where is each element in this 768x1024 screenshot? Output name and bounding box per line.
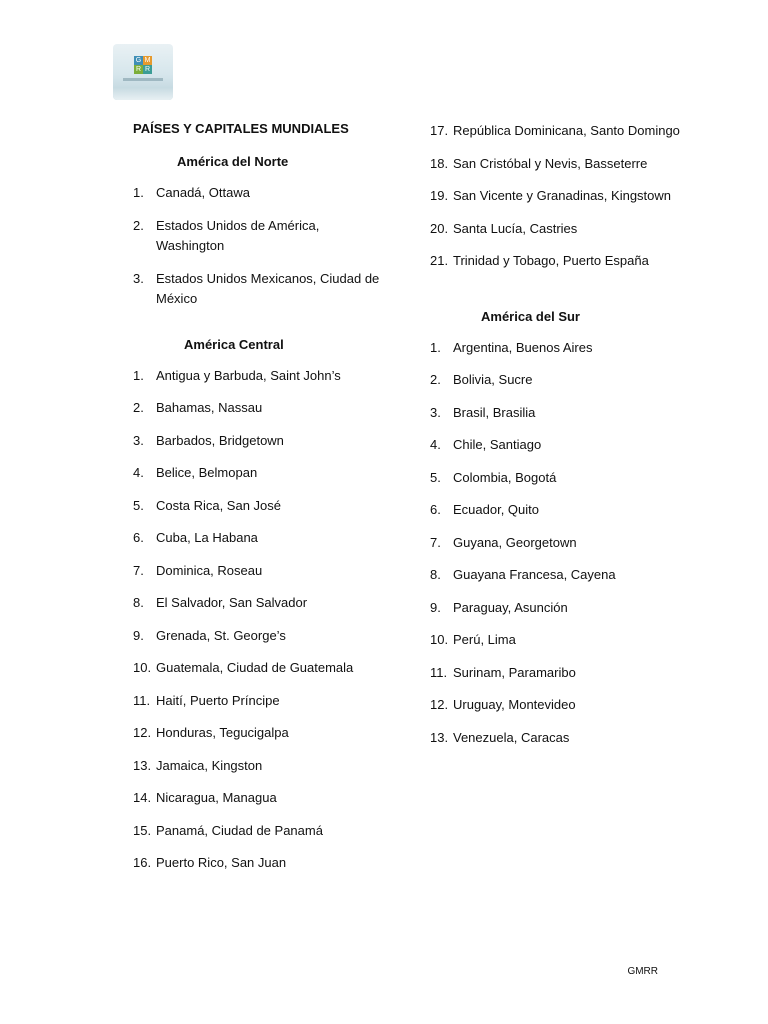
item-text: Colombia, Bogotá <box>453 469 557 485</box>
item-text: Grenada, St. George’s <box>156 627 286 643</box>
item-number: 13. <box>133 757 152 773</box>
page-title: PAÍSES Y CAPITALES MUNDIALES <box>133 121 349 136</box>
item-number: 13. <box>430 729 449 745</box>
item-number: 2. <box>133 400 144 415</box>
item-number: 4. <box>133 465 144 480</box>
list-item <box>133 821 383 842</box>
item-text: Dominica, Roseau <box>156 562 263 578</box>
item-text: Honduras, Tegucigalpa <box>156 725 289 740</box>
item-number: 3. <box>133 432 144 448</box>
item-text: Canadá, Ottawa <box>156 185 250 200</box>
item-text: República Dominicana, Santo Domingo <box>453 123 680 138</box>
item-number: 7. <box>133 562 144 578</box>
logo <box>113 44 173 100</box>
item-number: 12. <box>133 725 152 740</box>
list-north-america <box>133 183 383 310</box>
item-text: Perú, Lima <box>453 632 516 647</box>
list-item <box>133 528 383 549</box>
logo-letter: M <box>144 57 151 64</box>
item-number: 3. <box>430 404 441 420</box>
list-item <box>133 183 383 204</box>
list-item <box>430 121 680 142</box>
item-number: 16. <box>133 855 152 870</box>
list-item <box>430 251 680 272</box>
heading-north-america: América del Norte <box>177 154 289 169</box>
item-text: Ecuador, Quito <box>453 502 539 517</box>
list-item <box>430 663 680 684</box>
item-text: Guayana Francesa, Cayena <box>453 567 616 582</box>
item-text: Trinidad y Tobago, Puerto España <box>453 253 649 268</box>
item-text: Antigua y Barbuda, Saint John’s <box>156 367 341 383</box>
item-text: Cuba, La Habana <box>156 530 258 545</box>
list-item <box>430 695 680 716</box>
item-text: Nicaragua, Managua <box>156 790 277 805</box>
list-item <box>133 398 383 419</box>
item-number: 6. <box>430 502 441 517</box>
item-text: El Salvador, San Salvador <box>156 595 308 610</box>
list-item <box>430 338 680 359</box>
list-item <box>430 370 680 391</box>
list-item <box>430 219 680 240</box>
item-text: Venezuela, Caracas <box>453 729 570 745</box>
item-number: 1. <box>133 185 144 200</box>
item-number: 12. <box>430 697 449 712</box>
item-number: 2. <box>430 372 441 387</box>
item-number: 10. <box>430 632 449 647</box>
item-text: Guyana, Georgetown <box>453 534 577 550</box>
list-item <box>133 593 383 614</box>
item-number: 2. <box>133 217 144 233</box>
item-number: 14. <box>133 790 152 805</box>
item-number: 20. <box>430 220 449 236</box>
item-number: 7. <box>430 534 441 550</box>
footer-initials: GMRR <box>627 966 658 977</box>
item-text: Bolivia, Sucre <box>453 372 533 387</box>
list-item <box>133 431 383 452</box>
item-number: 9. <box>430 599 441 615</box>
list-item <box>430 728 680 749</box>
list-item <box>430 533 680 554</box>
list-item <box>133 853 383 874</box>
item-number: 11. <box>133 692 151 708</box>
item-text: Bahamas, Nassau <box>156 400 263 415</box>
item-text: Estados Unidos de América, Washington <box>156 217 320 253</box>
item-number: 9. <box>133 627 144 643</box>
item-text: Puerto Rico, San Juan <box>156 855 287 870</box>
list-item <box>133 463 383 484</box>
list-south-america <box>430 338 680 749</box>
item-text: Paraguay, Asunción <box>453 599 568 615</box>
item-number: 5. <box>133 497 144 513</box>
list-central-america-continued <box>430 121 680 272</box>
item-number: 5. <box>430 469 441 485</box>
item-text: Argentina, Buenos Aires <box>453 339 593 355</box>
item-number: 15. <box>133 822 152 838</box>
item-number: 11. <box>430 664 448 680</box>
list-item <box>133 723 383 744</box>
item-text: Uruguay, Montevideo <box>453 697 576 712</box>
item-number: 1. <box>430 339 441 355</box>
item-number: 18. <box>430 155 449 171</box>
item-text: Guatemala, Ciudad de Guatemala <box>156 660 354 675</box>
list-item <box>133 216 383 257</box>
item-text: Barbados, Bridgetown <box>156 432 284 448</box>
list-item <box>133 691 383 712</box>
item-text: Costa Rica, San José <box>156 497 282 513</box>
list-central-america <box>133 366 383 874</box>
item-text: San Cristóbal y Nevis, Basseterre <box>453 155 648 171</box>
list-item <box>430 186 680 207</box>
right-column <box>430 121 680 760</box>
item-text: Jamaica, Kingston <box>156 757 263 773</box>
list-item <box>133 626 383 647</box>
list-item <box>430 598 680 619</box>
item-number: 3. <box>133 270 144 286</box>
list-item <box>133 756 383 777</box>
item-text: Brasil, Brasilia <box>453 404 536 420</box>
item-number: 8. <box>430 567 441 582</box>
item-text: Belice, Belmopan <box>156 465 258 480</box>
list-item <box>430 630 680 651</box>
left-column <box>133 121 383 886</box>
item-number: 21. <box>430 253 449 268</box>
item-number: 17. <box>430 123 449 138</box>
item-number: 19. <box>430 188 449 203</box>
list-item <box>430 565 680 586</box>
list-item <box>133 496 383 517</box>
list-item <box>430 468 680 489</box>
logo-letter: R <box>144 66 151 73</box>
logo-wave <box>113 88 173 100</box>
item-number: 8. <box>133 595 144 610</box>
list-item <box>133 269 383 310</box>
list-item <box>133 561 383 582</box>
item-text: Surinam, Paramaribo <box>453 664 576 680</box>
heading-central-america: América Central <box>184 336 284 352</box>
logo-tagline <box>123 78 163 81</box>
list-item <box>133 658 383 679</box>
item-number: 4. <box>430 437 441 452</box>
item-text: Estados Unidos Mexicanos, Ciudad de México <box>156 270 380 306</box>
list-item <box>430 403 680 424</box>
item-number: 6. <box>133 530 144 545</box>
logo-letter: G <box>135 57 142 64</box>
item-text: Haití, Puerto Príncipe <box>156 692 280 708</box>
item-text: Chile, Santiago <box>453 437 542 452</box>
list-item <box>133 788 383 809</box>
item-number: 10. <box>133 660 152 675</box>
item-number: 1. <box>133 367 144 383</box>
list-item <box>430 500 680 521</box>
logo-letter: R <box>135 66 142 73</box>
item-text: Panamá, Ciudad de Panamá <box>156 822 323 838</box>
list-item <box>430 154 680 175</box>
item-text: Santa Lucía, Castries <box>453 220 578 236</box>
heading-south-america: América del Sur <box>481 308 580 324</box>
list-item <box>430 435 680 456</box>
list-item <box>133 366 383 387</box>
item-text: San Vicente y Granadinas, Kingstown <box>453 188 672 203</box>
